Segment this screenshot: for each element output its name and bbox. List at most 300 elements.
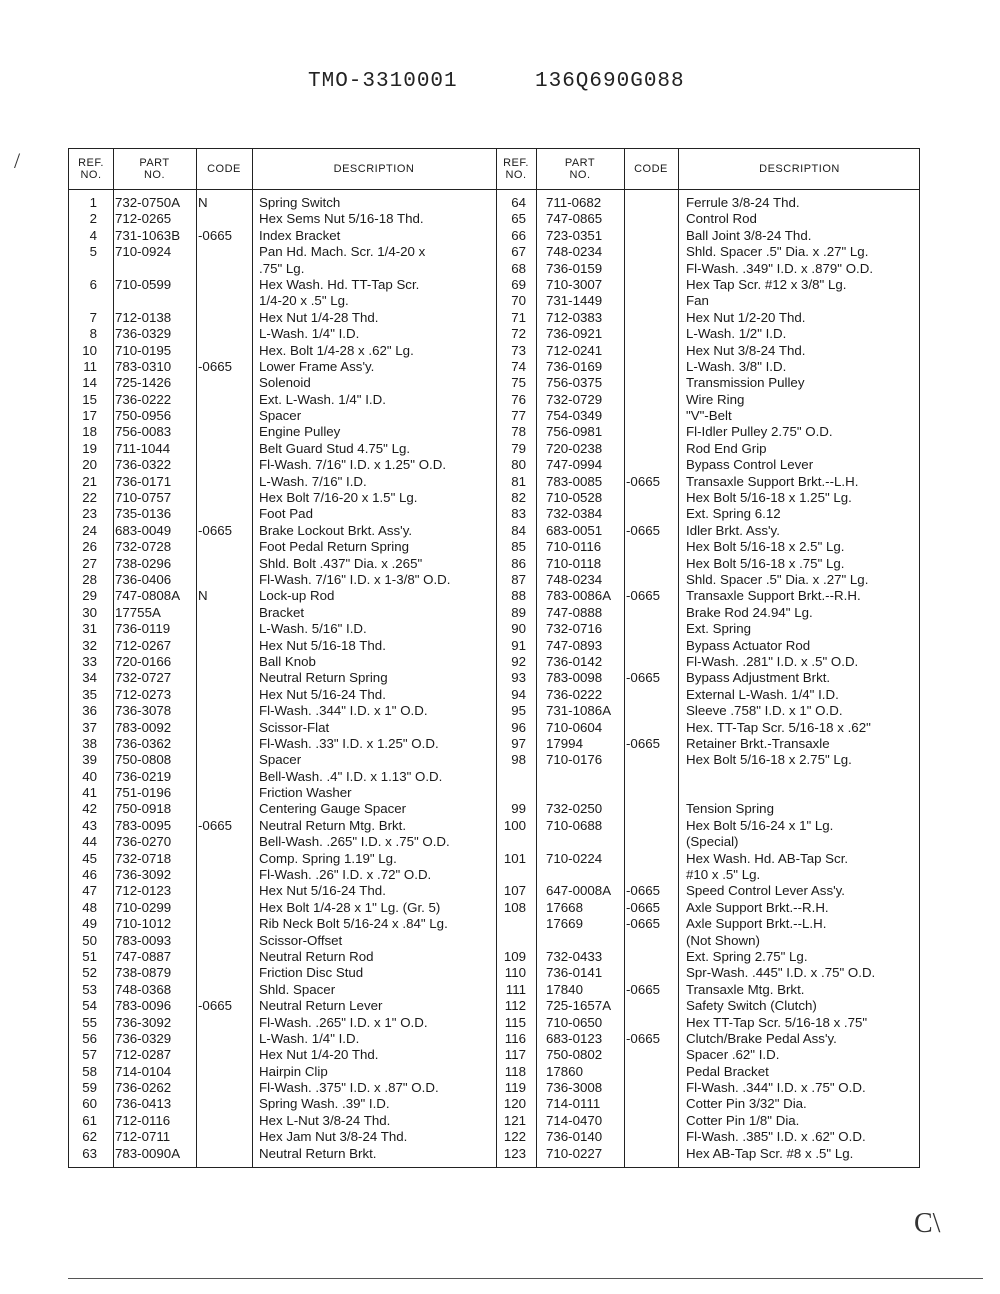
header-description-right: DESCRIPTION — [759, 163, 840, 175]
cell-desc: Ext. Spring — [686, 621, 752, 637]
cell-ref: 28 — [82, 571, 97, 587]
cell-desc: 1/4-20 x .5" Lg. — [259, 293, 349, 309]
table-row — [496, 1064, 921, 1080]
cell-part: 748-0234 — [546, 244, 603, 260]
cell-ref: 59 — [82, 1080, 97, 1096]
cell-part: 710-0299 — [115, 899, 172, 915]
table-row — [69, 572, 496, 588]
table-row — [69, 490, 496, 506]
table-row — [69, 785, 496, 801]
cell-ref: 63 — [82, 1145, 97, 1161]
cell-ref: 22 — [82, 490, 97, 506]
table-row — [69, 916, 496, 932]
cell-desc: Tension Spring — [686, 801, 774, 817]
cell-ref: 46 — [82, 867, 97, 883]
cell-desc: Spr-Wash. .445" I.D. x .75" O.D. — [686, 965, 876, 981]
header-part-right: PART NO. — [564, 157, 596, 181]
cell-desc: Transaxle Mtg. Brkt. — [686, 981, 805, 997]
cell-part: 736-0219 — [115, 768, 172, 784]
cell-part: 17994 — [546, 735, 583, 751]
cell-part: 712-0116 — [115, 1112, 171, 1128]
cell-ref: 26 — [82, 539, 97, 555]
cell-part: 17840 — [546, 981, 583, 997]
cell-ref: 77 — [511, 408, 526, 424]
cell-ref: 68 — [511, 260, 526, 276]
cell-ref: 72 — [511, 326, 526, 342]
cell-part: 712-0273 — [115, 686, 172, 702]
cell-part: 732-0750A — [115, 195, 181, 210]
table-row — [496, 834, 921, 850]
cell-code: -0665 — [626, 981, 661, 997]
cell-ref: 96 — [511, 719, 526, 735]
cell-desc: Solenoid — [259, 375, 311, 391]
cell-code: -0665 — [626, 473, 661, 489]
cell-ref: 44 — [82, 834, 97, 850]
cell-desc: L-Wash. 1/4" I.D. — [259, 1030, 360, 1046]
cell-ref: 1 — [89, 195, 97, 210]
table-row — [496, 933, 921, 949]
cell-desc: Neutral Return Mtg. Brkt. — [259, 817, 407, 833]
cell-ref: 39 — [82, 752, 97, 768]
cell-part: 17755A — [115, 604, 161, 620]
cell-code: N — [198, 588, 208, 604]
table-row — [496, 687, 921, 703]
cell-part: 736-0362 — [115, 735, 172, 751]
cell-ref: 52 — [82, 965, 97, 981]
cell-ref: 94 — [511, 686, 526, 702]
cell-ref: 73 — [511, 342, 526, 358]
cell-part: 747-0893 — [546, 637, 603, 653]
cell-desc: Shld. Spacer .5" Dia. x .27" Lg. — [686, 244, 869, 260]
cell-desc: (Not Shown) — [686, 932, 760, 948]
table-row — [69, 195, 496, 211]
table-row — [496, 326, 921, 342]
table-row — [69, 998, 496, 1014]
cell-desc: Fl-Wash. .349" I.D. x .879" O.D. — [686, 260, 874, 276]
cell-part: 732-0718 — [115, 850, 172, 866]
cell-desc: Fl-Wash. .344" I.D. x .75" O.D. — [686, 1080, 866, 1096]
cell-ref: 64 — [511, 195, 526, 210]
right-parts-list — [496, 195, 921, 1162]
table-row — [496, 736, 921, 752]
cell-desc: Ext. L-Wash. 1/4" I.D. — [259, 391, 386, 407]
table-row — [496, 720, 921, 736]
cell-desc: Hex Bolt 5/16-18 x .75" Lg. — [686, 555, 845, 571]
table-row — [69, 539, 496, 555]
table-row — [496, 441, 921, 457]
cell-ref: 67 — [511, 244, 526, 260]
table-row — [496, 261, 921, 277]
cell-desc: Scissor-Offset — [259, 932, 343, 948]
table-row — [496, 982, 921, 998]
cell-part: 783-0092 — [115, 719, 172, 735]
table-row — [496, 195, 921, 211]
table-row — [69, 211, 496, 227]
cell-desc: Fl-Wash. 7/16" I.D. x 1-3/8" O.D. — [259, 571, 451, 587]
cell-part: 712-0138 — [115, 309, 172, 325]
cell-code: -0665 — [626, 916, 661, 932]
table-row — [496, 457, 921, 473]
cell-part: 736-0329 — [115, 326, 172, 342]
header-ref-right: REF. NO. — [503, 157, 529, 181]
table-row — [69, 949, 496, 965]
table-row — [69, 474, 496, 490]
cell-desc: Cotter Pin 1/8" Dia. — [686, 1112, 800, 1128]
cell-desc: Idler Brkt. Ass'y. — [686, 522, 780, 538]
cell-desc: Rib Neck Bolt 5/16-24 x .84" Lg. — [259, 916, 448, 932]
cell-desc: Hex Bolt 5/16-24 x 1" Lg. — [686, 817, 834, 833]
cell-part: 731-1063B — [115, 227, 181, 243]
cell-ref: 31 — [82, 621, 97, 637]
cell-desc: L-Wash. 1/2" I.D. — [686, 326, 787, 342]
table-row — [496, 654, 921, 670]
cell-desc: Cotter Pin 3/32" Dia. — [686, 1096, 807, 1112]
bottom-rule — [68, 1278, 983, 1279]
cell-part: 712-0287 — [115, 1047, 172, 1063]
cell-desc: Transaxle Support Brkt.--R.H. — [686, 588, 861, 604]
cell-ref: 119 — [504, 1080, 526, 1096]
cell-part: 736-0159 — [546, 260, 603, 276]
cell-part: 750-0802 — [546, 1047, 603, 1063]
table-row — [69, 261, 496, 277]
cell-desc: Hex Nut 1/2-20 Thd. — [686, 309, 806, 325]
cell-part: 736-0270 — [115, 834, 172, 850]
cell-desc: Hex Nut 3/8-24 Thd. — [686, 342, 806, 358]
cell-ref: 20 — [82, 457, 97, 473]
cell-ref: 123 — [503, 1145, 526, 1161]
cell-desc: Hex L-Nut 3/8-24 Thd. — [259, 1112, 391, 1128]
cell-desc: Rod End Grip — [686, 440, 767, 456]
table-row — [69, 965, 496, 981]
table-row — [69, 1080, 496, 1096]
table-row — [496, 506, 921, 522]
cell-part: 683-0049 — [115, 522, 172, 538]
cell-ref: 107 — [503, 883, 526, 899]
cell-ref: 37 — [82, 719, 97, 735]
cell-part: 783-0085 — [546, 473, 603, 489]
cell-desc: (Special) — [686, 834, 739, 850]
cell-part: 738-0296 — [115, 555, 172, 571]
cell-desc: Transmission Pulley — [686, 375, 805, 391]
table-row — [69, 654, 496, 670]
cell-ref: 30 — [82, 604, 97, 620]
table-row — [496, 867, 921, 883]
cell-part: 710-0116 — [546, 539, 602, 555]
cell-ref: 90 — [511, 621, 526, 637]
table-row — [69, 277, 496, 293]
cell-desc: Axle Support Brkt.--L.H. — [686, 916, 827, 932]
table-row — [496, 556, 921, 572]
table-row — [69, 310, 496, 326]
cell-part: 710-0650 — [546, 1014, 603, 1030]
cell-part: 751-0196 — [115, 785, 172, 801]
cell-desc: External L-Wash. 1/4" I.D. — [686, 686, 839, 702]
cell-desc: Bell-Wash. .265" I.D. x .75" O.D. — [259, 834, 450, 850]
cell-ref: 108 — [503, 899, 526, 915]
cell-part: 736-0322 — [115, 457, 172, 473]
cell-desc: Hex. TT-Tap Scr. 5/16-18 x .62" — [686, 719, 871, 735]
table-row — [69, 621, 496, 637]
cell-part: 710-0118 — [546, 555, 602, 571]
table-row — [496, 244, 921, 260]
cell-desc: Pan Hd. Mach. Scr. 1/4-20 x — [259, 244, 426, 260]
table-row — [496, 1047, 921, 1063]
parts-table — [68, 148, 920, 1168]
cell-ref: 78 — [511, 424, 526, 440]
cell-desc: Hex Bolt 7/16-20 x 1.5" Lg. — [259, 490, 418, 506]
cell-part: 712-0711 — [115, 1129, 171, 1145]
table-row — [496, 1080, 921, 1096]
cell-desc: Ball Joint 3/8-24 Thd. — [686, 227, 812, 243]
cell-code: -0665 — [198, 522, 233, 538]
table-row — [69, 752, 496, 768]
table-row — [69, 1047, 496, 1063]
cell-ref: 109 — [503, 948, 526, 964]
cell-code: -0665 — [626, 670, 661, 686]
cell-ref: 110 — [504, 965, 526, 981]
cell-ref: 97 — [511, 735, 526, 751]
cell-part: 736-0169 — [546, 358, 603, 374]
cell-part: 783-0090A — [115, 1145, 181, 1161]
cell-part: 714-0104 — [115, 1063, 172, 1079]
cell-desc: Bell-Wash. .4" I.D. x 1.13" O.D. — [259, 768, 443, 784]
table-row — [496, 621, 921, 637]
cell-desc: Hex Nut 5/16-18 Thd. — [259, 637, 386, 653]
cell-part: 783-0096 — [115, 998, 172, 1014]
cell-ref: 14 — [82, 375, 97, 391]
cell-part: 750-0918 — [115, 801, 172, 817]
cell-ref: 5 — [89, 244, 97, 260]
cell-part: 736-0222 — [546, 686, 603, 702]
cell-code: -0665 — [198, 998, 233, 1014]
cell-part: 748-0368 — [115, 981, 172, 997]
cell-part: 783-0310 — [115, 358, 172, 374]
cell-desc: Bypass Control Lever — [686, 457, 814, 473]
cell-ref: 48 — [82, 899, 97, 915]
cell-ref: 17 — [82, 408, 97, 424]
cell-part: 747-0888 — [546, 604, 603, 620]
cell-ref: 93 — [511, 670, 526, 686]
cell-ref: 92 — [511, 653, 526, 669]
cell-part: 736-0171 — [115, 473, 172, 489]
cell-ref: 76 — [511, 391, 526, 407]
cell-part: 756-0375 — [546, 375, 603, 391]
cell-desc: Hairpin Clip — [259, 1063, 328, 1079]
cell-desc: Belt Guard Stud 4.75" Lg. — [259, 440, 411, 456]
cell-ref: 54 — [82, 998, 97, 1014]
cell-part: 783-0098 — [546, 670, 603, 686]
cell-part: 17668 — [546, 899, 583, 915]
table-row — [69, 293, 496, 309]
cell-desc: Hex Wash. Hd. AB-Tap Scr. — [686, 850, 849, 866]
cell-desc: Sleeve .758" I.D. x 1" O.D. — [686, 703, 843, 719]
cell-desc: Fl-Wash. .26" I.D. x .72" O.D. — [259, 867, 432, 883]
table-row — [69, 1096, 496, 1112]
cell-code: N — [198, 195, 208, 210]
table-row — [496, 769, 921, 785]
cell-desc: Fan — [686, 293, 709, 309]
cell-desc: Index Bracket — [259, 227, 341, 243]
cell-ref: 6 — [89, 276, 97, 292]
cell-ref: 57 — [82, 1047, 97, 1063]
table-row — [69, 441, 496, 457]
cell-desc: Spring Switch — [259, 195, 341, 210]
cell-code: -0665 — [626, 883, 661, 899]
cell-part: 736-3092 — [115, 867, 172, 883]
table-row — [69, 883, 496, 899]
table-row — [69, 424, 496, 440]
cell-ref: 61 — [82, 1112, 97, 1128]
table-row — [496, 638, 921, 654]
table-row — [496, 211, 921, 227]
cell-code: -0665 — [626, 522, 661, 538]
table-row — [496, 949, 921, 965]
cell-desc: Fl-Wash. .33" I.D. x 1.25" O.D. — [259, 735, 439, 751]
cell-desc: Shld. Spacer — [259, 981, 336, 997]
table-row — [496, 228, 921, 244]
cell-desc: Pedal Bracket — [686, 1063, 769, 1079]
table-row — [69, 244, 496, 260]
cell-desc: Hex Bolt 5/16-18 x 2.75" Lg. — [686, 752, 852, 768]
table-row — [69, 408, 496, 424]
cell-ref: 29 — [82, 588, 97, 604]
cell-part: 732-0728 — [115, 539, 172, 555]
cell-code: -0665 — [626, 735, 661, 751]
table-row — [496, 474, 921, 490]
cell-part: 711-0682 — [546, 195, 602, 210]
cell-part: 736-0119 — [115, 621, 171, 637]
cell-part: 712-0265 — [115, 211, 172, 227]
cell-code: -0665 — [198, 358, 233, 374]
table-row — [496, 703, 921, 719]
cell-desc: Speed Control Lever Ass'y. — [686, 883, 845, 899]
table-row — [69, 900, 496, 916]
cell-part: 712-0241 — [546, 342, 603, 358]
table-row — [69, 720, 496, 736]
table-row — [496, 1146, 921, 1162]
cell-ref: 66 — [511, 227, 526, 243]
cell-part: 712-0123 — [115, 883, 172, 899]
cell-desc: Friction Disc Stud — [259, 965, 364, 981]
table-row — [496, 851, 921, 867]
header-ref: REF. NO. — [78, 157, 104, 181]
margin-mark: / — [14, 148, 21, 173]
cell-ref: 18 — [82, 424, 97, 440]
cell-desc: .75" Lg. — [259, 260, 305, 276]
cell-part: 732-0727 — [115, 670, 172, 686]
cell-part: 725-1426 — [115, 375, 172, 391]
cell-desc: Foot Pedal Return Spring — [259, 539, 410, 555]
cell-part: 736-0406 — [115, 571, 172, 587]
cell-ref: 10 — [82, 342, 97, 358]
cell-desc: Hex Jam Nut 3/8-24 Thd. — [259, 1129, 408, 1145]
cell-ref: 121 — [503, 1112, 526, 1128]
cell-ref: 70 — [511, 293, 526, 309]
cell-desc: Brake Rod 24.94" Lg. — [686, 604, 813, 620]
cell-ref: 40 — [82, 768, 97, 784]
cell-part: 732-0716 — [546, 621, 603, 637]
cell-desc: "V"-Belt — [686, 408, 732, 424]
table-row — [496, 752, 921, 768]
cell-desc: Hex Nut 5/16-24 Thd. — [259, 686, 386, 702]
cell-desc: Fl-Wash. .265" I.D. x 1" O.D. — [259, 1014, 428, 1030]
table-row — [496, 883, 921, 899]
cell-desc: Hex Sems Nut 5/16-18 Thd. — [259, 211, 424, 227]
cell-ref: 117 — [504, 1047, 526, 1063]
cell-ref: 8 — [89, 326, 97, 342]
table-row — [69, 326, 496, 342]
cell-part: 747-0887 — [115, 948, 172, 964]
cell-desc: Transaxle Support Brkt.--L.H. — [686, 473, 859, 489]
cell-desc: Clutch/Brake Pedal Ass'y. — [686, 1030, 837, 1046]
cell-desc: Axle Support Brkt.--R.H. — [686, 899, 829, 915]
cell-part: 710-0688 — [546, 817, 603, 833]
cell-desc: #10 x .5" Lg. — [686, 867, 761, 883]
cell-part: 723-0351 — [546, 227, 603, 243]
cell-part: 738-0879 — [115, 965, 172, 981]
cell-part: 747-0808A — [115, 588, 181, 604]
cell-part: 17669 — [546, 916, 583, 932]
table-row — [496, 998, 921, 1014]
cell-part: 748-0234 — [546, 571, 603, 587]
cell-ref: 50 — [82, 932, 97, 948]
cell-ref: 58 — [82, 1063, 97, 1079]
cell-part: 736-0140 — [546, 1129, 603, 1145]
cell-part: 732-0433 — [546, 948, 603, 964]
cell-desc: L-Wash. 7/16" I.D. — [259, 473, 367, 489]
cell-part: 736-0329 — [115, 1030, 172, 1046]
cell-part: 683-0123 — [546, 1030, 603, 1046]
cell-part: 710-0224 — [546, 850, 603, 866]
cell-part: 711-1044 — [115, 440, 171, 456]
cell-part: 720-0166 — [115, 653, 172, 669]
cell-ref: 15 — [82, 391, 97, 407]
cell-part: 736-0262 — [115, 1080, 172, 1096]
cell-part: 783-0095 — [115, 817, 172, 833]
cell-desc: Engine Pulley — [259, 424, 341, 440]
cell-desc: Fl-Wash. .385" I.D. x .62" O.D. — [686, 1129, 866, 1145]
cell-ref: 45 — [82, 850, 97, 866]
cell-desc: Friction Washer — [259, 785, 352, 801]
table-row — [69, 818, 496, 834]
cell-ref: 95 — [511, 703, 526, 719]
cell-part: 756-0981 — [546, 424, 603, 440]
cell-part: 736-0222 — [115, 391, 172, 407]
corner-mark: C\ — [914, 1208, 941, 1239]
header-code-right: CODE — [634, 163, 668, 175]
model-number: TMO-3310001 — [308, 70, 458, 93]
cell-part: 736-0921 — [546, 326, 603, 342]
cell-ref: 83 — [511, 506, 526, 522]
cell-desc: Neutral Return Lever — [259, 998, 383, 1014]
cell-desc: Hex Nut 1/4-20 Thd. — [259, 1047, 379, 1063]
cell-ref: 36 — [82, 703, 97, 719]
cell-ref: 116 — [504, 1030, 526, 1046]
table-row — [496, 490, 921, 506]
table-row — [496, 1129, 921, 1145]
cell-desc: Lower Frame Ass'y. — [259, 358, 375, 374]
cell-desc: Hex Nut 1/4-28 Thd. — [259, 309, 379, 325]
cell-desc: Fl-Wash. .375" I.D. x .87" O.D. — [259, 1080, 439, 1096]
cell-ref: 120 — [503, 1096, 526, 1112]
table-row — [69, 670, 496, 686]
cell-part: 647-0008A — [546, 883, 612, 899]
cell-part: 710-0195 — [115, 342, 172, 358]
cell-desc: Control Rod — [686, 211, 757, 227]
cell-part: 17860 — [546, 1063, 583, 1079]
cell-ref: 47 — [82, 883, 97, 899]
cell-ref: 41 — [82, 785, 97, 801]
